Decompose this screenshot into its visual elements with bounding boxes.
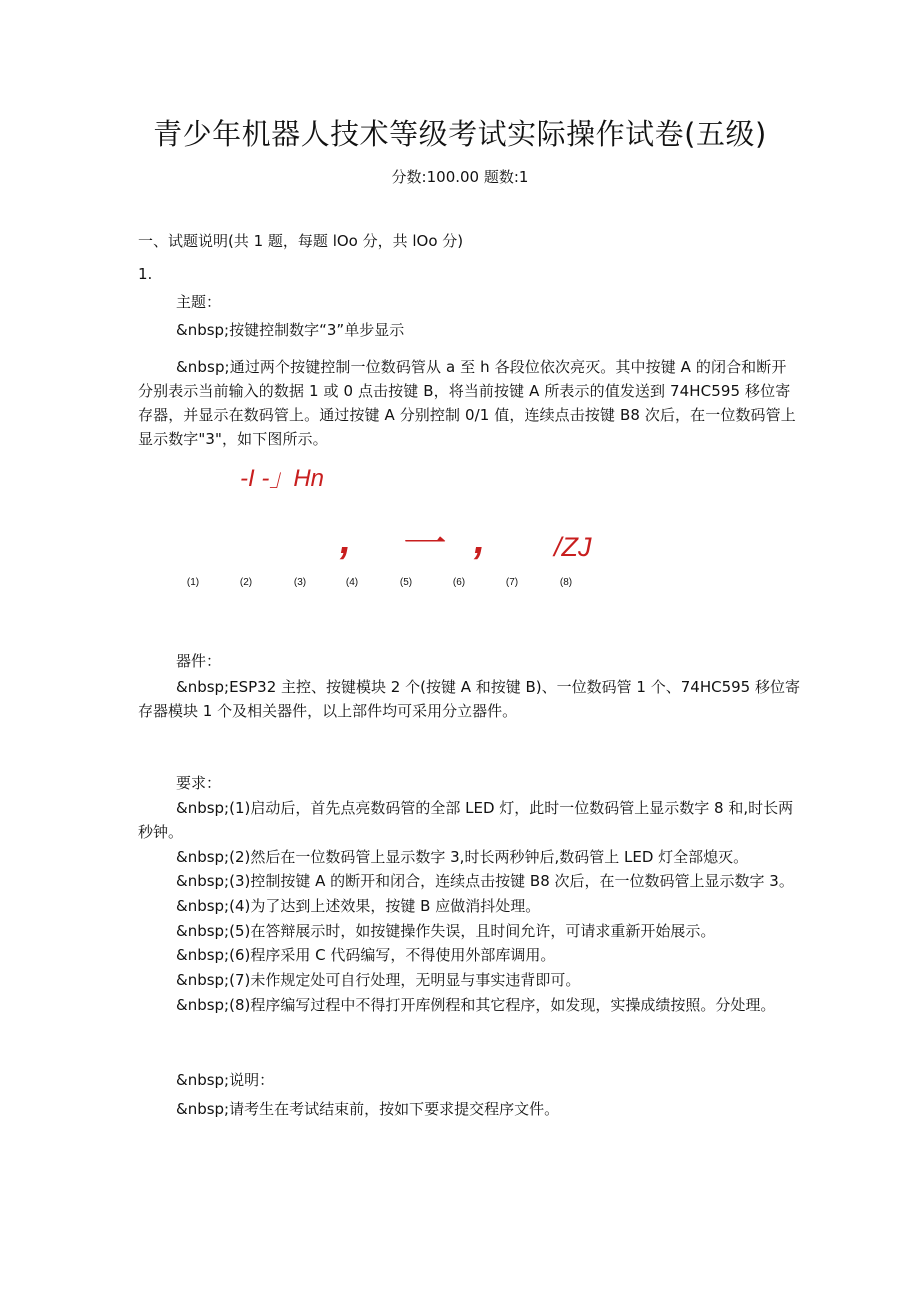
theme-text: &nbsp;按键控制数字“3”单步显示 (176, 321, 405, 339)
question-number: 1. (138, 265, 153, 283)
figure-right-text: /ZJ (554, 532, 592, 562)
requirement-item-5: &nbsp;(5)在答辩展示时，如按键操作失误，且时间允许，可请求重新开始展示。 (176, 922, 716, 940)
notes-text: &nbsp;请考生在考试结束前，按如下要求提交程序文件。 (176, 1100, 560, 1118)
notes-label: &nbsp;说明： (176, 1071, 275, 1089)
theme-label: 主题： (176, 293, 222, 311)
figure-label-8: (8) (559, 577, 573, 588)
requirement-item-6: &nbsp;(6)程序采用 C 代码编写，不得使用外部库调用。 (176, 946, 556, 964)
description-paragraph: &nbsp;通过两个按键控制一位数码管从 a 至 h 各段位依次亮灭。其中按键 A 的闭合和断开分别表示当前输入的数据 1 或 0 点击按键 B，将当前按键 A 所表示的值发送到 74HC595 移位寄存器，并显示在数码管上。通过按键 A 分别控制 0/1 值，连续点击按键 B8 次后，在一位数码管上显示数字"3"，如下图所示。 (138, 358, 796, 448)
components-label: 器件： (176, 652, 222, 670)
page-title: 青少年机器人技术等级考试实际操作试卷(五级) (153, 117, 767, 151)
figure-label-7: (7) (505, 577, 519, 588)
figure-top-text: -I -」Hn (240, 465, 324, 492)
components-paragraph: &nbsp;ESP32 主控、按键模块 2 个(按键 A 和按键 B)、一位数码管 1 个、74HC595 移位寄存器模块 1 个及相关器件，以上部件均可采用分立器件。 (138, 678, 800, 720)
figure-label-3: (3) (293, 577, 307, 588)
figure-comma-1: , (340, 518, 352, 562)
score-line: 分数:100.00 题数:1 (391, 168, 529, 186)
requirement-item-7: &nbsp;(7)未作规定处可自行处理，无明显与事实违背即可。 (176, 971, 581, 989)
requirement-item-4: &nbsp;(4)为了达到上述效果，按键 B 应做消抖处理。 (176, 897, 541, 915)
figure-label-6: (6) (452, 577, 466, 588)
requirement-item-3: &nbsp;(3)控制按键 A 的断开和闭合，连续点击按键 B8 次后，在一位数码管上显示数字 3。 (176, 872, 794, 890)
requirement-item-1: &nbsp;(1)启动后，首先点亮数码管的全部 LED 灯，此时一位数码管上显示数字 8 和,时长两秒钟。 (138, 799, 794, 841)
figure-dash: 一 (403, 520, 447, 569)
figure-label-5: (5) (399, 577, 413, 588)
requirement-item-8: &nbsp;(8)程序编写过程中不得打开库例程和其它程序，如发现，实操成绩按照。分处理。 (176, 996, 776, 1014)
requirements-label: 要求： (176, 774, 222, 792)
figure-label-4: (4) (345, 577, 359, 588)
figure-label-2: (2) (239, 577, 253, 588)
figure-comma-2: , (474, 518, 486, 562)
requirement-item-2: &nbsp;(2)然后在一位数码管上显示数字 3,时长两秒钟后,数码管上 LED 灯全部熄灭。 (176, 848, 749, 866)
section-heading: 一、试题说明(共 1 题，每题 lOo 分，共 lOo 分) (138, 232, 464, 250)
figure-label-1: (1) (186, 577, 200, 588)
